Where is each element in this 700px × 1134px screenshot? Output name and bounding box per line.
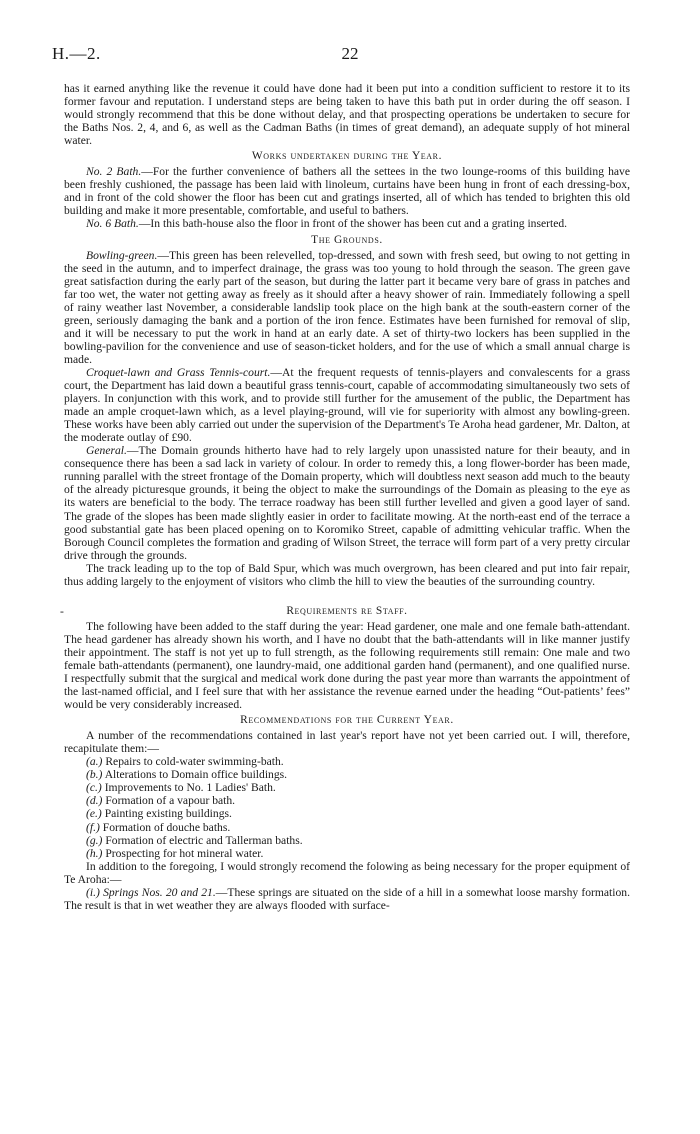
recommendations-intro: A number of the recommendations contained in last year's report have not yet been carried out. I will, therefore, recapitulate them:— (64, 729, 630, 756)
item-text: Prospecting for hot mineral water. (105, 846, 264, 860)
page-number: 22 (341, 44, 359, 63)
list-item (86, 781, 630, 794)
list-item (86, 821, 630, 834)
bath2-title: No. 2 Bath. (86, 165, 142, 179)
springs-text: —These springs are situated on the side of a hill in a somewhat loose marshy formation. The result is that in wet weather they are always flooded with surface- (64, 885, 630, 912)
item-label: (e.) (86, 807, 102, 821)
bowling-title: Bowling-green. (86, 248, 158, 262)
bowling-paragraph (64, 249, 630, 366)
staff-heading: Requirements re Staff. (286, 604, 408, 617)
item-label: (h.) (86, 846, 103, 860)
recommendations-heading: Recommendations for the Current Year. (240, 714, 454, 727)
intro-paragraph: has it earned anything like the revenue it could have done had it been put into a condition sufficient to restore it to its former favour and reputation. I understand steps are being taken to have this bath put in order during the off season. I would strongly recommend that this be done without delay, and that prospecting operations be undertaken to secure for the Baths Nos. 2, 4, and 6, as well as the Cadman Baths (in times of great demand), an adequate supply of hot mineral water. (64, 82, 630, 148)
bath2-paragraph (64, 165, 630, 217)
report-reference: H.—2. (52, 44, 101, 63)
bath6-text: —In this bath-house also the floor in front of the shower has been cut and a grating inserted. (138, 217, 568, 231)
croquet-text: —At the frequent requests of tennis-players and convalescents for a grass court, the Department has laid down a beautiful grass tennis-court, capable of accommodating simultaneously two sets of players. In conjunction with this work, and to provide still further for the amusement of the public, the Department has made an ample croquet-lawn which, as a level playing-ground, will vie for superiority with almost any bowling-green. These works have been ably carried out under the supervision of the Department's Te Aroha head gardener, Mr. Dalton, at the moderate outlay of £90. (64, 365, 630, 445)
list-item (86, 847, 630, 860)
list-item (86, 807, 630, 820)
list-item (86, 755, 630, 768)
general-paragraph (64, 444, 630, 561)
bath6-paragraph (64, 217, 630, 230)
item-label: (g.) (86, 833, 103, 847)
margin-mark: - (60, 604, 64, 618)
item-label: (a.) (86, 755, 103, 769)
general-text: —The Domain grounds hitherto have had to rely largely upon unassisted nature for their beauty, and in consequence there has been a sad lack in variety of colour. In order to remedy this, a long flower-border has been made, running parallel with the street frontage of the Domain property, which will doubtless next season add much to the beauty of the already picturesque grounds, it being the object to make the surroundings of the Domain as pleasing to the eye as its waters are beneficial to the body. The terrace roadway has been still further levelled and given a good layer of sand. The grade of the slopes has been made slightly easier in order to facilitate mowing. At the north-east end of the terrace a good substantial gate has been placed opening on to Koromiko Street, capable of admitting vehicular traffic. When the Borough Council completes the formation and grading of Wilson Street, the terrace will form part of a very pretty circular drive through the grounds. (64, 444, 630, 562)
list-item (86, 768, 630, 781)
croquet-paragraph (64, 366, 630, 444)
page-header (52, 44, 648, 68)
springs-paragraph (64, 886, 630, 912)
recommendations-list (64, 755, 630, 859)
page-body (60, 82, 630, 912)
bath6-title: No. 6 Bath. (86, 217, 139, 231)
springs-label: (i.) (86, 885, 100, 899)
list-item (86, 834, 630, 847)
track-paragraph: The track leading up to the top of Bald Spur, which was much overgrown, has been cleared and put into fair repair, thus adding largely to the enjoyment of visitors who climb the hill to view the beauties of the surrounding country. (64, 561, 630, 588)
item-text: Improvements to No. 1 Ladies' Bath. (104, 781, 276, 795)
item-text: Formation of douche baths. (102, 820, 231, 834)
item-label: (c.) (86, 781, 102, 795)
general-title: General. (86, 444, 127, 458)
bath2-text: —For the further convenience of bathers all the settees in the two lounge-rooms of this building have been freshly cushioned, the passage has been laid with linoleum, curtains have been hung in front of each dressing-box, and in front of the cold shower the floor has been cut and gratings inserted, all of which has tended to brighten this old building and make it more presentable, comfortable, and useful to bathers. (64, 165, 630, 218)
item-text: Painting existing buildings. (104, 807, 232, 821)
item-label: (b.) (86, 768, 103, 782)
item-label: (f.) (86, 820, 100, 834)
item-text: Formation of electric and Tallerman baths. (105, 833, 303, 847)
grounds-heading: The Grounds. (311, 233, 383, 246)
item-text: Formation of a vapour bath. (105, 794, 236, 808)
list-item (86, 794, 630, 807)
item-text: Repairs to cold-water swimming-bath. (105, 755, 284, 769)
staff-heading-row (60, 604, 630, 618)
addition-paragraph: In addition to the foregoing, I would strongly recomend the folowing as being necessary for the proper equipment of Te Aroha:— (64, 859, 630, 886)
item-label: (d.) (86, 794, 103, 808)
croquet-title: Croquet-lawn and Grass Tennis-court. (86, 365, 271, 379)
section-gap (64, 588, 630, 602)
item-text: Alterations to Domain office buildings. (104, 768, 288, 782)
bowling-text: —This green has been relevelled, top-dressed, and sown with fresh seed, but owing to not getting in the seed in the autumn, and to imperfect drainage, the grass was too young to hold through the season. The green gave great satisfaction during the early part of the season, but during the latter part it became very bare of grass in patches and far too wet, the water not getting away as freely as it should after a heavy shower of rain. Immediately following a spell of rainy weather last November, a considerable landslip took place on the high bank at the south-eastern corner of the green, seriously damaging the bank and a portion of the iron fence. Estimates have been furnished for removal of slip, and it will be necessary to put the work in hand at an early date. A set of thirty-two lockers has been supplied in the bowling-pavilion for the convenience and use of season-ticket holders, and for the use of which a small annual charge is made. (64, 248, 630, 366)
staff-paragraph: The following have been added to the staff during the year: Head gardener, one male and one female bath-attendant. The head gardener has already shown his worth, and I have no doubt that the bath-attendants will in like manner justify their appointment. The staff is not yet up to full strength, as the following requirements still remain: One male and two female bath-attendants (permanent), one laundry-maid, one additional garden hand (permanent), and one qualified nurse. I respectfully submit that the surgical and medical work done during the past year more than warrants the appointment of the last-named official, and I feel sure that with her assistance the revenue earned under the heading “Out-patients’ fees” would be very considerably increased. (64, 619, 630, 712)
springs-title: Springs Nos. 20 and 21. (103, 885, 216, 899)
works-heading: Works undertaken during the Year. (251, 150, 443, 163)
